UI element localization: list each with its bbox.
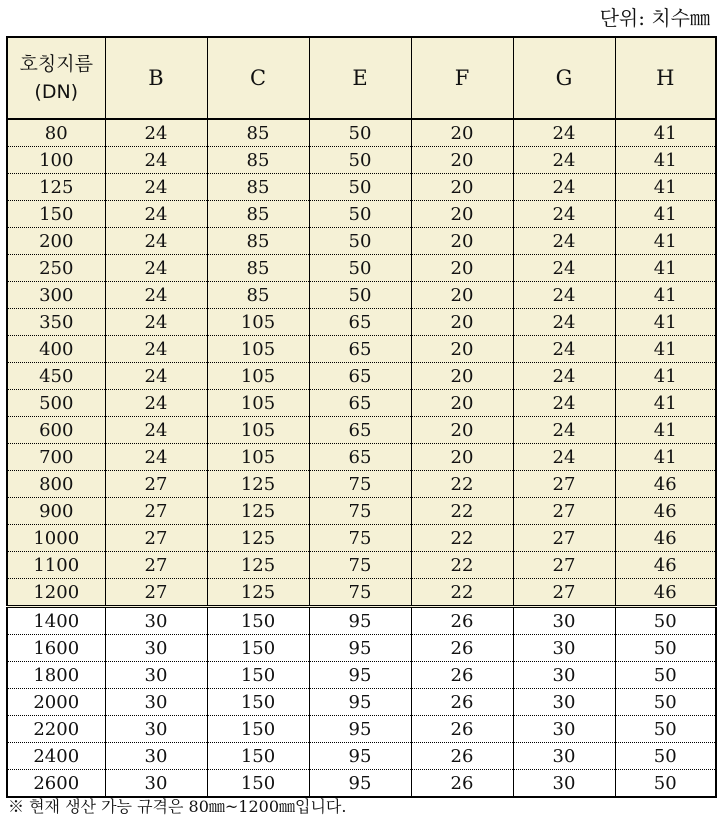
- cell-f: 20: [411, 174, 513, 201]
- table-row: [7, 174, 716, 201]
- cell-nominal-diameter: 500: [7, 390, 105, 417]
- cell-h: 41: [615, 255, 716, 282]
- cell-e: 95: [309, 635, 411, 662]
- cell-g: 24: [513, 390, 615, 417]
- cell-nominal-diameter: 2400: [7, 743, 105, 770]
- cell-g: 24: [513, 228, 615, 255]
- table-row: [7, 255, 716, 282]
- table-row: [7, 770, 716, 798]
- cell-h: 41: [615, 309, 716, 336]
- cell-e: 65: [309, 390, 411, 417]
- cell-h: 46: [615, 471, 716, 498]
- cell-h: 50: [615, 607, 716, 635]
- cell-e: 50: [309, 147, 411, 174]
- cell-b: 30: [105, 689, 207, 716]
- cell-h: 41: [615, 363, 716, 390]
- cell-b: 30: [105, 607, 207, 635]
- cell-h: 50: [615, 743, 716, 770]
- cell-c: 150: [207, 716, 309, 743]
- cell-b: 30: [105, 743, 207, 770]
- cell-e: 50: [309, 228, 411, 255]
- cell-f: 26: [411, 743, 513, 770]
- cell-c: 105: [207, 336, 309, 363]
- header-col-h: H: [615, 37, 716, 119]
- cell-f: 20: [411, 363, 513, 390]
- cell-nominal-diameter: 1600: [7, 635, 105, 662]
- cell-f: 20: [411, 119, 513, 147]
- cell-h: 46: [615, 525, 716, 552]
- cell-nominal-diameter: 400: [7, 336, 105, 363]
- cell-f: 22: [411, 552, 513, 579]
- cell-g: 24: [513, 336, 615, 363]
- cell-h: 41: [615, 119, 716, 147]
- header-col-c: C: [207, 37, 309, 119]
- cell-h: 46: [615, 579, 716, 607]
- cell-b: 24: [105, 119, 207, 147]
- cell-f: 26: [411, 689, 513, 716]
- cell-c: 85: [207, 282, 309, 309]
- cell-e: 75: [309, 525, 411, 552]
- cell-g: 24: [513, 444, 615, 471]
- cell-nominal-diameter: 300: [7, 282, 105, 309]
- cell-nominal-diameter: 900: [7, 498, 105, 525]
- cell-h: 41: [615, 444, 716, 471]
- cell-f: 22: [411, 471, 513, 498]
- cell-f: 20: [411, 336, 513, 363]
- table-row: [7, 282, 716, 309]
- cell-e: 75: [309, 579, 411, 607]
- cell-h: 50: [615, 770, 716, 798]
- cell-c: 105: [207, 363, 309, 390]
- cell-f: 20: [411, 282, 513, 309]
- cell-f: 20: [411, 417, 513, 444]
- table-row: [7, 635, 716, 662]
- table-row: [7, 417, 716, 444]
- dimension-spec-table: [6, 36, 717, 798]
- cell-nominal-diameter: 350: [7, 309, 105, 336]
- cell-c: 125: [207, 552, 309, 579]
- cell-h: 41: [615, 147, 716, 174]
- cell-h: 50: [615, 716, 716, 743]
- cell-g: 30: [513, 743, 615, 770]
- cell-c: 125: [207, 579, 309, 607]
- table-row: [7, 309, 716, 336]
- cell-f: 26: [411, 770, 513, 798]
- cell-b: 24: [105, 282, 207, 309]
- cell-c: 150: [207, 607, 309, 635]
- cell-g: 24: [513, 201, 615, 228]
- cell-b: 24: [105, 417, 207, 444]
- cell-h: 46: [615, 552, 716, 579]
- cell-g: 30: [513, 662, 615, 689]
- cell-b: 24: [105, 390, 207, 417]
- cell-c: 105: [207, 309, 309, 336]
- cell-c: 85: [207, 147, 309, 174]
- cell-g: 27: [513, 471, 615, 498]
- cell-c: 125: [207, 471, 309, 498]
- table-row: [7, 336, 716, 363]
- table-row: [7, 119, 716, 147]
- header-dn-line2: (DN): [34, 81, 79, 103]
- cell-b: 27: [105, 552, 207, 579]
- cell-c: 105: [207, 417, 309, 444]
- cell-c: 85: [207, 119, 309, 147]
- cell-e: 65: [309, 336, 411, 363]
- cell-g: 27: [513, 498, 615, 525]
- cell-e: 65: [309, 363, 411, 390]
- cell-b: 27: [105, 579, 207, 607]
- cell-nominal-diameter: 800: [7, 471, 105, 498]
- table-row: [7, 689, 716, 716]
- cell-h: 50: [615, 662, 716, 689]
- table-header-row: [7, 37, 716, 119]
- cell-c: 125: [207, 525, 309, 552]
- cell-b: 24: [105, 174, 207, 201]
- cell-b: 27: [105, 471, 207, 498]
- header-nominal-diameter: [7, 37, 105, 119]
- cell-g: 30: [513, 770, 615, 798]
- cell-e: 95: [309, 689, 411, 716]
- cell-g: 24: [513, 309, 615, 336]
- cell-f: 22: [411, 579, 513, 607]
- table-row: [7, 363, 716, 390]
- table-body: [7, 119, 716, 797]
- cell-c: 150: [207, 689, 309, 716]
- table-row: [7, 579, 716, 607]
- cell-b: 24: [105, 444, 207, 471]
- cell-f: 26: [411, 716, 513, 743]
- cell-e: 65: [309, 309, 411, 336]
- cell-nominal-diameter: 200: [7, 228, 105, 255]
- cell-g: 27: [513, 525, 615, 552]
- cell-nominal-diameter: 1200: [7, 579, 105, 607]
- cell-h: 41: [615, 336, 716, 363]
- cell-c: 150: [207, 635, 309, 662]
- table-row: [7, 498, 716, 525]
- cell-nominal-diameter: 600: [7, 417, 105, 444]
- cell-e: 95: [309, 607, 411, 635]
- cell-h: 41: [615, 228, 716, 255]
- cell-b: 24: [105, 336, 207, 363]
- cell-e: 75: [309, 498, 411, 525]
- cell-g: 24: [513, 174, 615, 201]
- cell-c: 105: [207, 390, 309, 417]
- cell-e: 75: [309, 471, 411, 498]
- cell-nominal-diameter: 80: [7, 119, 105, 147]
- cell-b: 30: [105, 635, 207, 662]
- cell-e: 50: [309, 255, 411, 282]
- cell-c: 150: [207, 662, 309, 689]
- table-row: [7, 607, 716, 635]
- table-row: [7, 390, 716, 417]
- table-row: [7, 662, 716, 689]
- cell-c: 85: [207, 201, 309, 228]
- cell-c: 85: [207, 228, 309, 255]
- cell-e: 65: [309, 417, 411, 444]
- cell-e: 95: [309, 662, 411, 689]
- cell-f: 20: [411, 147, 513, 174]
- cell-nominal-diameter: 100: [7, 147, 105, 174]
- table-row: [7, 201, 716, 228]
- cell-c: 150: [207, 743, 309, 770]
- cell-b: 24: [105, 309, 207, 336]
- cell-nominal-diameter: 125: [7, 174, 105, 201]
- cell-f: 20: [411, 444, 513, 471]
- header-col-b: B: [105, 37, 207, 119]
- cell-nominal-diameter: 1400: [7, 607, 105, 635]
- cell-g: 30: [513, 716, 615, 743]
- cell-e: 95: [309, 770, 411, 798]
- cell-nominal-diameter: 1100: [7, 552, 105, 579]
- cell-g: 30: [513, 635, 615, 662]
- cell-h: 41: [615, 417, 716, 444]
- cell-g: 30: [513, 607, 615, 635]
- cell-g: 27: [513, 552, 615, 579]
- cell-b: 30: [105, 716, 207, 743]
- cell-b: 24: [105, 201, 207, 228]
- cell-e: 95: [309, 716, 411, 743]
- cell-c: 125: [207, 498, 309, 525]
- cell-b: 27: [105, 498, 207, 525]
- cell-g: 24: [513, 363, 615, 390]
- cell-b: 24: [105, 255, 207, 282]
- table-row: [7, 471, 716, 498]
- header-col-g: G: [513, 37, 615, 119]
- cell-nominal-diameter: 250: [7, 255, 105, 282]
- cell-g: 24: [513, 147, 615, 174]
- cell-f: 20: [411, 228, 513, 255]
- cell-nominal-diameter: 1800: [7, 662, 105, 689]
- cell-c: 105: [207, 444, 309, 471]
- cell-g: 30: [513, 689, 615, 716]
- cell-b: 30: [105, 662, 207, 689]
- cell-nominal-diameter: 2600: [7, 770, 105, 798]
- table-row: [7, 147, 716, 174]
- header-col-e: E: [309, 37, 411, 119]
- cell-b: 27: [105, 525, 207, 552]
- cell-f: 26: [411, 662, 513, 689]
- cell-e: 65: [309, 444, 411, 471]
- table-row: [7, 743, 716, 770]
- cell-nominal-diameter: 700: [7, 444, 105, 471]
- cell-b: 24: [105, 147, 207, 174]
- unit-label: 단위: 치수㎜: [599, 6, 710, 30]
- cell-h: 41: [615, 174, 716, 201]
- header-col-f: F: [411, 37, 513, 119]
- cell-nominal-diameter: 2200: [7, 716, 105, 743]
- cell-g: 24: [513, 417, 615, 444]
- cell-g: 24: [513, 282, 615, 309]
- cell-nominal-diameter: 450: [7, 363, 105, 390]
- cell-h: 50: [615, 635, 716, 662]
- table-row: [7, 552, 716, 579]
- cell-c: 85: [207, 255, 309, 282]
- cell-e: 50: [309, 119, 411, 147]
- cell-f: 26: [411, 607, 513, 635]
- table-row: [7, 228, 716, 255]
- cell-e: 50: [309, 174, 411, 201]
- cell-b: 30: [105, 770, 207, 798]
- cell-f: 22: [411, 525, 513, 552]
- cell-f: 22: [411, 498, 513, 525]
- footnote: ※ 현재 생산 가능 규격은 80㎜~1200㎜입니다.: [8, 797, 347, 816]
- header-dn-line1: 호칭지름: [19, 53, 93, 75]
- cell-h: 46: [615, 498, 716, 525]
- cell-e: 50: [309, 282, 411, 309]
- cell-h: 41: [615, 390, 716, 417]
- cell-h: 50: [615, 689, 716, 716]
- cell-e: 95: [309, 743, 411, 770]
- cell-nominal-diameter: 150: [7, 201, 105, 228]
- table-row: [7, 716, 716, 743]
- cell-nominal-diameter: 2000: [7, 689, 105, 716]
- cell-f: 20: [411, 255, 513, 282]
- cell-b: 24: [105, 363, 207, 390]
- cell-g: 27: [513, 579, 615, 607]
- cell-e: 75: [309, 552, 411, 579]
- cell-f: 20: [411, 201, 513, 228]
- cell-g: 24: [513, 255, 615, 282]
- cell-g: 24: [513, 119, 615, 147]
- cell-b: 24: [105, 228, 207, 255]
- cell-c: 150: [207, 770, 309, 798]
- cell-nominal-diameter: 1000: [7, 525, 105, 552]
- cell-e: 50: [309, 201, 411, 228]
- table-row: [7, 444, 716, 471]
- table-row: [7, 525, 716, 552]
- cell-h: 41: [615, 201, 716, 228]
- cell-f: 26: [411, 635, 513, 662]
- cell-h: 41: [615, 282, 716, 309]
- cell-c: 85: [207, 174, 309, 201]
- cell-f: 20: [411, 309, 513, 336]
- cell-f: 20: [411, 390, 513, 417]
